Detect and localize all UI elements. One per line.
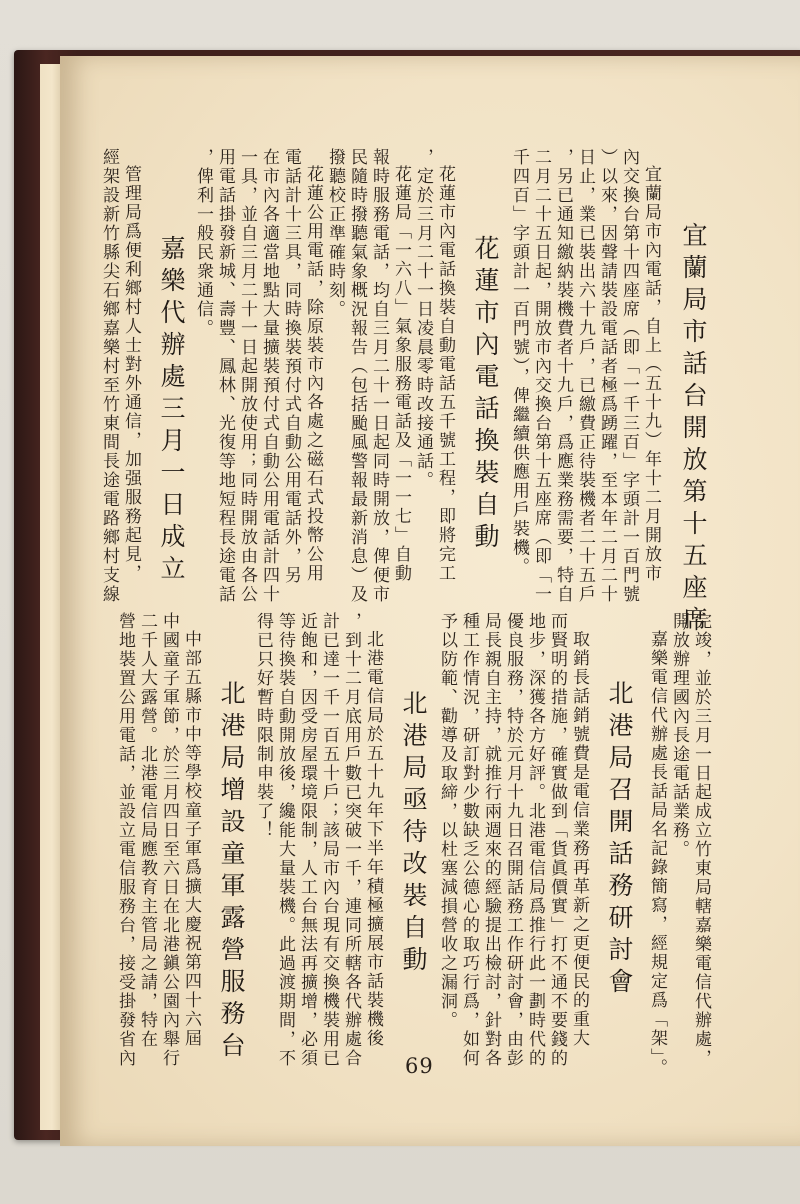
text-column: 管理局爲便利鄉村人士對外通信，加强服務起見， bbox=[121, 165, 141, 583]
text-column: 經架設新竹縣尖石鄉嘉樂村至竹東間長途電路鄉村支線 bbox=[99, 148, 119, 604]
text-column: 予以防範、勸導及取締，以杜塞減損營收之漏洞。 bbox=[437, 612, 457, 1030]
heading-jiale-agency: 嘉樂代辦處三月一日成立 bbox=[157, 235, 186, 587]
text-column: 花蓮局「一六八」氣象服務電話及「一一七」自動 bbox=[391, 165, 411, 583]
text-column: ，到十二月底用戶數已突破一千，連同所轄各代辦處合 bbox=[341, 612, 361, 1068]
text-column: 中國童子軍節，於三月四日至六日在北港鎭公園內舉行 bbox=[159, 612, 179, 1068]
text-column: 宜蘭局市內電話，自上（五十九）年十二月開放市 bbox=[641, 165, 661, 583]
text-column: 優良服務，特於元月十九日召開話務工作研討會，由彭 bbox=[503, 612, 523, 1068]
text-column: 內交換台第十四座席（即「一千三百」字頭計一百門號 bbox=[619, 148, 639, 604]
text-column: 計已達一千一百五十戶；該局市內台現有交換機裝用已 bbox=[319, 612, 339, 1068]
text-column: ，定於三月二十一日凌晨零時改接通話。 bbox=[413, 148, 433, 490]
heading-yilan-15th-position: 宜蘭局市話台開放第十五座席 bbox=[679, 222, 708, 638]
text-column: 二千人大露營。北港電信局應教育主管局之請，特在 bbox=[137, 612, 157, 1049]
text-column: 完竣，並於三月一日起成立竹東局轄嘉樂電信代辦處， bbox=[691, 612, 711, 1068]
text-column: 近飽和，因受房屋環境限制，人工台無法再擴增，必須 bbox=[297, 612, 317, 1068]
text-column: 等待換裝自動開放後，纔能大量裝機。此過渡期間，不 bbox=[275, 612, 295, 1068]
text-column: ）以來，因聲請裝設電話者極爲踴躍，至本年二月二十 bbox=[597, 148, 617, 604]
text-column: 得已只好暫時限制申裝了！ bbox=[253, 612, 273, 840]
text-column: ，另已通知繳納裝機費者十九戶，爲應業務需要，特自 bbox=[553, 148, 573, 604]
text-column: 取銷長話銷號費是電信業務再革新之更便民的重大 bbox=[569, 630, 589, 1048]
text-column: 在市內各適當地點大量擴裝預付式自動公用電話計四十 bbox=[259, 148, 279, 604]
text-column: 千四百」字頭計一百門號），俾繼續供應用戶裝機。 bbox=[509, 148, 529, 577]
text-column: 報時服務電話，均自三月二十一日起同時開放，俾便市 bbox=[369, 148, 389, 604]
text-column: 而賢明的措施，確實做到「貨眞價實」打不通不要錢的 bbox=[547, 612, 567, 1068]
text-column: 撥聽校正準確時刻。 bbox=[325, 148, 345, 319]
heading-beigang-scout-desk: 北港局增設童軍露營服務台 bbox=[217, 680, 246, 1064]
heading-beigang-automation: 北港局亟待改裝自動 bbox=[399, 690, 428, 978]
text-column: 中部五縣市中等學校童子軍爲擴大慶祝第四十六屆 bbox=[181, 630, 201, 1048]
text-column: 民隨時撥聽氣象概況報告（包括颱風警報最新消息）及 bbox=[347, 148, 367, 604]
text-column: 局長親自主持，就推行兩週來的經驗提出檢討，針對各 bbox=[481, 612, 501, 1068]
text-column: 一具，並自三月二十一日起開放使用；同時開放由各公 bbox=[237, 148, 257, 604]
heading-beigang-seminar: 北港局召開話務研討會 bbox=[605, 680, 634, 1000]
text-column: 種工作情況，研訂對少數缺乏公德心的取巧行爲，如何 bbox=[459, 612, 479, 1068]
text-column: 電話計十三具，同時換裝預付式自動公用電話外，另 bbox=[281, 148, 301, 585]
page-number: 69 bbox=[405, 1054, 434, 1078]
text-column: 營地裝置公用電話，並設立電信服務台，接受掛發省內 bbox=[115, 612, 135, 1068]
text-column: 花蓮市內電話換裝自動電話五千號工程，即將完工 bbox=[435, 165, 455, 583]
heading-hualien-automation: 花蓮市內電話換裝自動 bbox=[471, 235, 500, 555]
text-column: ，俾利一般民衆通信。 bbox=[193, 148, 213, 338]
text-column: 地步，深獲各方好評。北港電信局爲推行此一劃時代的 bbox=[525, 612, 545, 1068]
text-column: 二月二十五日起，開放市內交換台第十五座席（即「一 bbox=[531, 148, 551, 604]
text-column: 嘉樂電信代辦處長話局名記錄簡寫，經規定爲「架」。 bbox=[647, 630, 667, 1078]
text-column: 花蓮公用電話，除原裝市內各處之磁石式投幣公用 bbox=[303, 165, 323, 583]
text-column: 北港電信局於五十九年下半年積極擴展市話裝機後 bbox=[363, 630, 383, 1048]
text-column: 用電話掛發新城、壽豐、鳳林、光復等地短程長途電話 bbox=[215, 148, 235, 604]
text-column: 日止，業已裝出六十九戶，已繳費正待裝機者二十五戶 bbox=[575, 148, 595, 604]
text-column: 開放辦理國內長途電話業務。 bbox=[669, 612, 689, 859]
